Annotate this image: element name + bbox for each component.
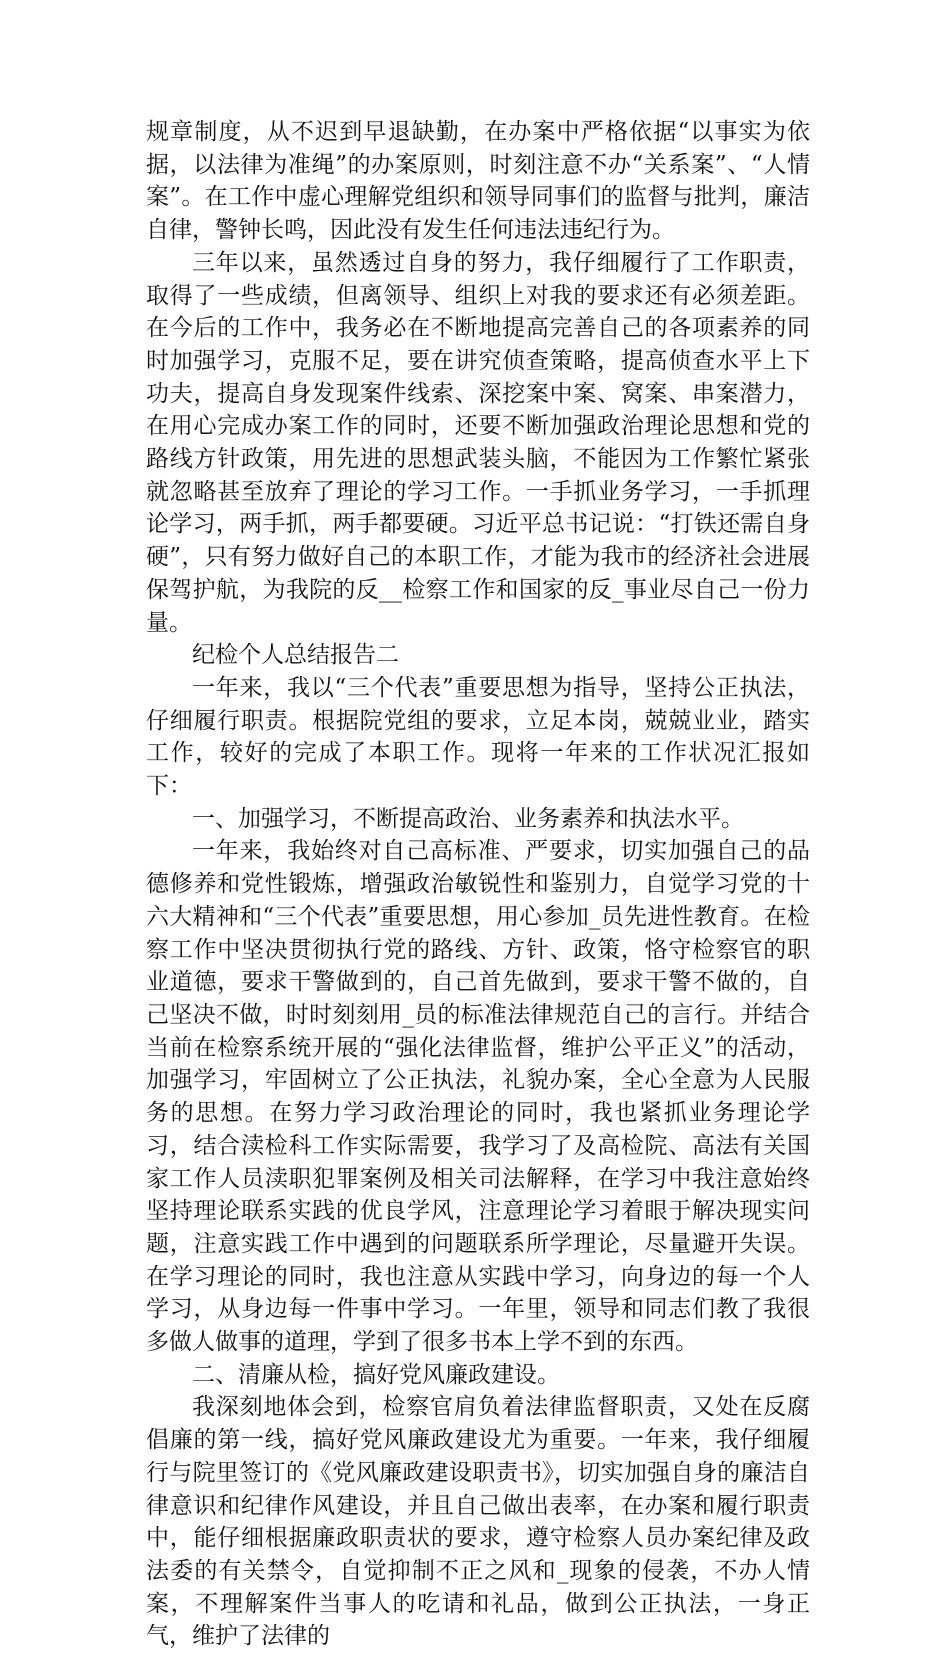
paragraph-intro: 一年来，我以“三个代表”重要思想为指导，坚持公正执法，仔细履行职责。根据院党组的要求，立足本岗，兢兢业业，踏实工作，较好的完成了本职工作。现将一年来的工作状况汇报如下： [146,674,810,800]
report-two-title: 纪检个人总结报告二 [192,642,399,669]
section-heading-2: 二、清廉从检，搞好党风廉政建设。 [192,1361,560,1388]
document-body [146,116,810,1653]
section-heading-1: 一、加强学习，不断提高政治、业务素养和执法水平。 [192,805,744,832]
paragraph-integrity: 我深刻地体会到，检察官肩负着法律监督职责，又处在反腐倡廉的第一线，搞好党风廉政建设尤为重要。一年来，我仔细履行与院里签订的《党风廉政建设职责书》，切实加强自身的廉洁自律意识和纪律作风建设，并且自己做出表率，在办案和履行职责中，能仔细根据廉政职责状的要求，遵守检察人员办案纪律及政法委的有关禁令，自觉抑制不正之风和_现象的侵袭，不办人情案，不理解案件当事人的吃请和礼品，做到公正执法，一身正气，维护了法律的 [146,1394,810,1650]
paragraph-three-years: 三年以来，虽然透过自身的努力，我仔细履行了工作职责，取得了一些成绩，但离领导、组织上对我的要求还有必须差距。在今后的工作中，我务必在不断地提高完善自己的各项素养的同时加强学习，克服不足，要在讲究侦查策略，提高侦查水平上下功夫，提高自身发现案件线索、深挖案中案、窝案、串案潜力，在用心完成办案工作的同时，还要不断加强政治理论思想和党的路线方针政策，用先进的思想武装头脑，不能因为工作繁忙紧张就忽略甚至放弃了理论的学习工作。一手抓业务学习，一手抓理论学习，两手抓，两手都要硬。习近平总书记说：“打铁还需自身硬”，只有努力做好自己的本职工作，才能为我市的经济社会进展保驾护航，为我院的反__检察工作和国家的反_事业尽自己一份力量。 [146,249,810,636]
paragraph-study: 一年来，我始终对自己高标准、严要求，切实加强自己的品德修养和党性锻炼，增强政治敏锐性和鉴别力，自觉学习党的十六大精神和“三个代表”重要思想，用心参加_员先进性教育。在检察工作中坚决贯彻执行党的路线、方针、政策，恪守检察官的职业道德，要求干警做到的，自己首先做到，要求干警不做的，自己坚决不做，时时刻刻用_员的标准法律规范自己的言行。并结合当前在检察系统开展的“强化法律监督，维护公平正义”的活动，加强学习，牢固树立了公正执法，礼貌办案，全心全意为人民服务的思想。在努力学习政治理论的同时，我也紧抓业务理论学习，结合渎检科工作实际需要，我学习了及高检院、高法有关国家工作人员渎职犯罪案例及相关司法解释，在学习中我注意始终坚持理论联系实践的优良学风，注意理论学习着眼于解决现实问题，注意实践工作中遇到的问题联系所学理论，尽量避开失误。在学习理论的同时，我也注意从实践中学习，向身边的每一个人学习，从身边每一件事中学习。一年里，领导和同志们教了我很多做人做事的道理，学到了很多书本上学不到的东西。 [146,838,810,1356]
paragraph-continuation: 规章制度，从不迟到早退缺勤，在办案中严格依据“以事实为依据，以法律为准绳”的办案原则，时刻注意不办“关系案”、“人情案”。在工作中虚心理解党组织和领导同事们的监督与批判，廉洁自律，警钟长鸣，因此没有发生任何违法违纪行为。 [146,119,810,244]
